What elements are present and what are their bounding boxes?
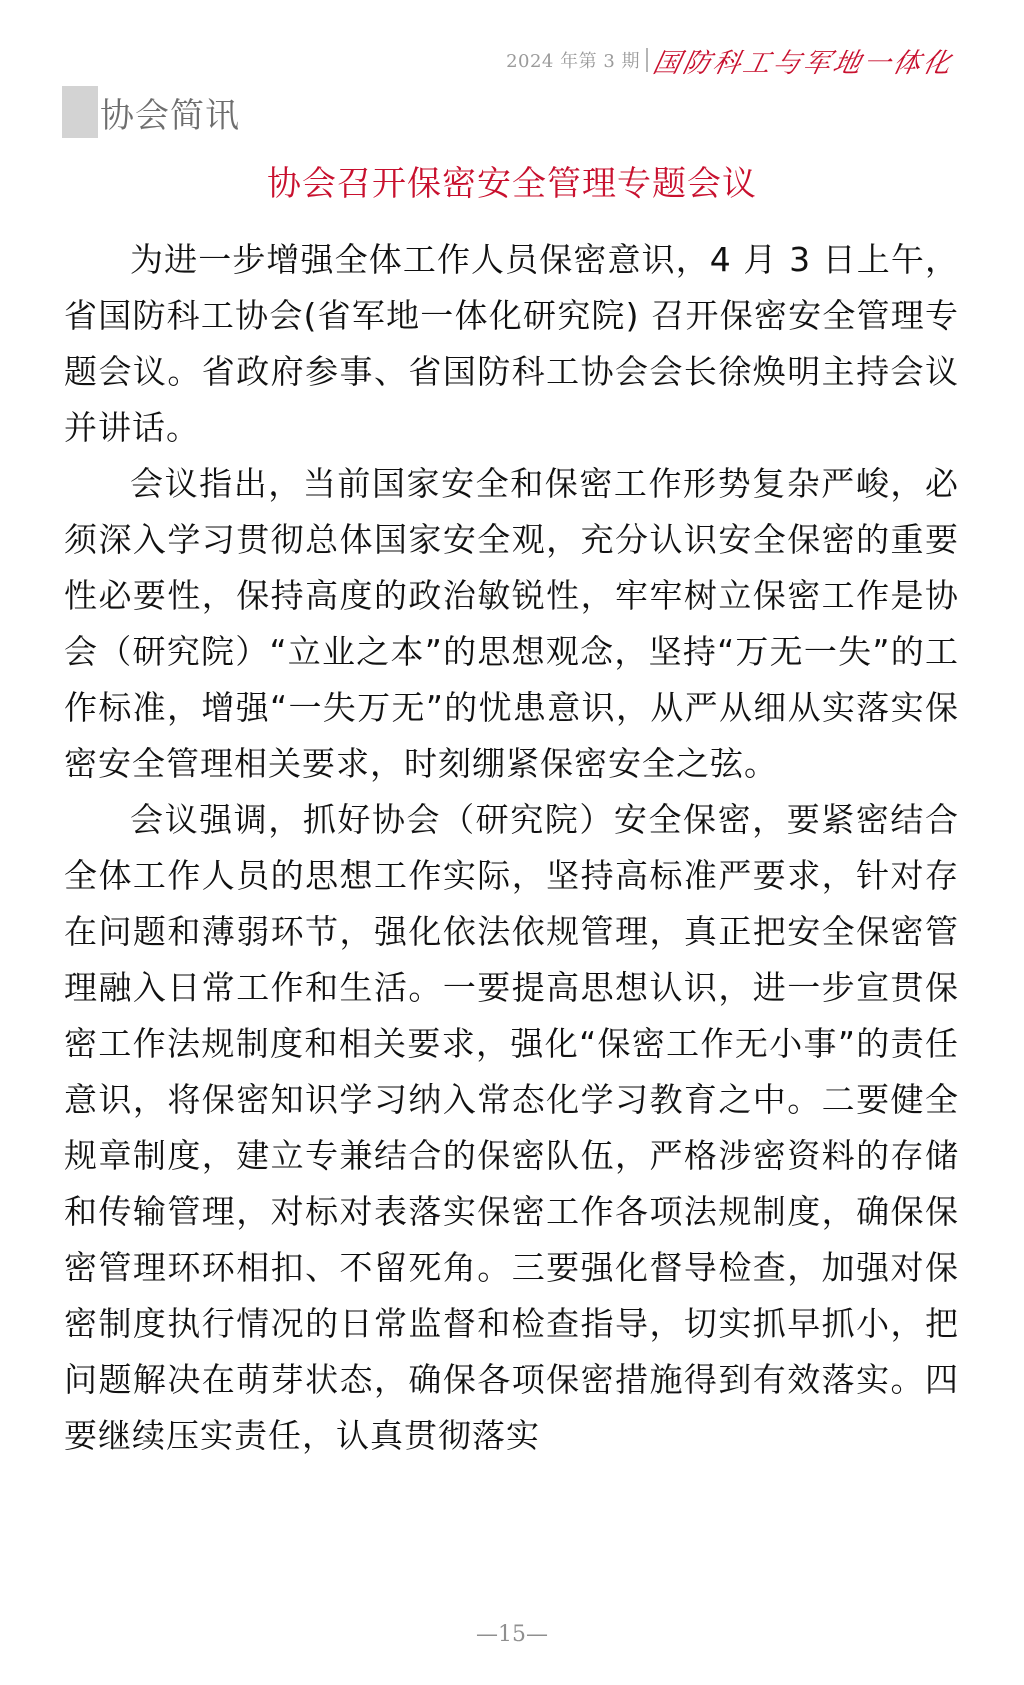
journal-brand-logo: 国防科工与军地一体化	[650, 47, 957, 79]
page-number: —15—	[476, 1622, 548, 1647]
header-divider	[646, 48, 648, 72]
section-heading	[62, 86, 240, 138]
article-body	[64, 232, 959, 1464]
section-title: 协会简讯	[100, 95, 240, 136]
page-header	[506, 42, 957, 79]
section-marker	[62, 86, 98, 138]
article-paragraph-2: 会议指出，当前国家安全和保密工作形势复杂严峻，必须深入学习贯彻总体国家安全观，充分认识安全保密的重要性必要性，保持高度的政治敏锐性，牢牢树立保密工作是协会（研究院）“立业之本”的思想观念，坚持“万无一失”的工作标准，增强“一失万无”的忧患意识，从严从细从实落实保密安全管理相关要求，时刻绷紧保密安全之弦。	[64, 464, 959, 783]
article-paragraph-3: 会议强调，抓好协会（研究院）安全保密，要紧密结合全体工作人员的思想工作实际，坚持高标准严要求，针对存在问题和薄弱环节，强化依法依规管理，真正把安全保密管理融入日常工作和生活。一要提高思想认识，进一步宣贯保密工作法规制度和相关要求，强化“保密工作无小事”的责任意识，将保密知识学习纳入常态化学习教育之中。二要健全规章制度，建立专兼结合的保密队伍，严格涉密资料的存储和传输管理，对标对表落实保密工作各项法规制度，确保保密管理环环相扣、不留死角。三要强化督导检查，加强对保密制度执行情况的日常监督和检查指导，切实抓早抓小，把问题解决在萌芽状态，确保各项保密措施得到有效落实。四要继续压实责任，认真贯彻落实	[64, 800, 959, 1455]
article-title: 协会召开保密安全管理专题会议	[267, 164, 757, 204]
article-paragraph-1: 为进一步增强全体工作人员保密意识，4 月 3 日上午，省国防科工协会(省军地一体化研究院) 召开保密安全管理专题会议。省政府参事、省国防科工协会会长徐焕明主持会议并讲话。	[64, 240, 959, 447]
issue-label: 2024 年第 3 期	[506, 51, 640, 72]
